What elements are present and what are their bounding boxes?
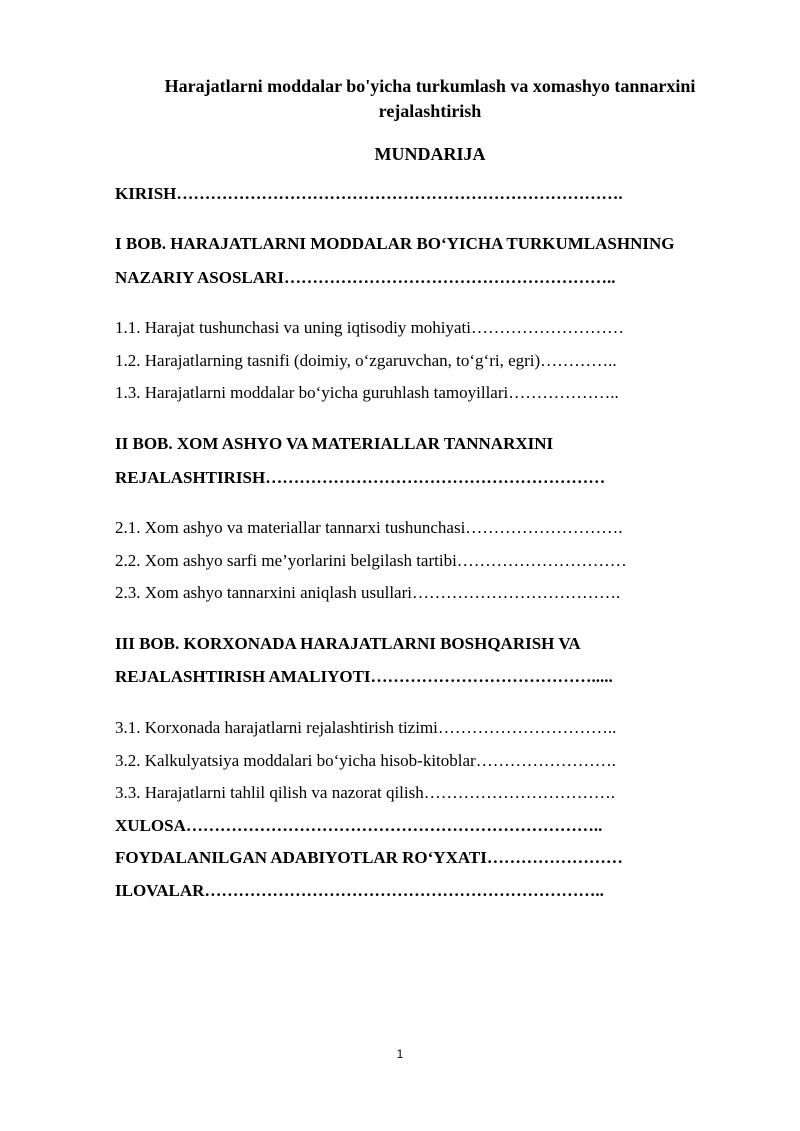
toc-chapter-1-line-1: I BOB. HARAJATLARNI MODDALAR BO‘YICHA TURKUMLASHNING	[115, 234, 675, 253]
toc-section-1-2: 1.2. Harajatlarning tasnifi (doimiy, o‘zgaruvchan, to‘g‘ri, egri)…………..	[115, 351, 617, 370]
toc-section-3-3: 3.3. Harajatlarni tahlil qilish va nazorat qilish…………………………….	[115, 783, 615, 802]
toc-chapter-3-line-1: III BOB. KORXONADA HARAJATLARNI BOSHQARISH VA	[115, 634, 581, 653]
document-title	[100, 74, 760, 124]
toc-entry-conclusion: XULOSA………………………………………………………………..	[115, 816, 603, 835]
toc-entry-appendices: ILOVALAR……………………………………………………………..	[115, 881, 604, 900]
toc-section-1-3: 1.3. Harajatlarni moddalar bo‘yicha guruhlash tamoyillari………………..	[115, 383, 619, 402]
document-title-line-2: rejalashtirish	[378, 101, 482, 121]
toc-chapter-2-line-1: II BOB. XOM ASHYO VA MATERIALLAR TANNARXINI	[115, 434, 554, 453]
toc-chapter-3-line-2: REJALASHTIRISH AMALIYOTI………………………………….....	[115, 667, 613, 686]
toc-chapter-1-line-2: NAZARIY ASOSLARI…………………………………………………..	[115, 268, 616, 287]
toc-entry-references: FOYDALANILGAN ADABIYOTLAR RO‘YXATI……………………	[115, 848, 623, 867]
toc-section-2-3: 2.3. Xom ashyo tannarxini aniqlash usullari……………………………….	[115, 583, 621, 602]
page-number: 1	[396, 1047, 404, 1061]
document-title-line-1: Harajatlarni moddalar bo'yicha turkumlash va xomashyo tannarxini	[164, 76, 696, 96]
toc-section-3-1: 3.1. Korxonada harajatlarni rejalashtirish tizimi…………………………..	[115, 718, 617, 737]
toc-heading: MUNDARIJA	[374, 144, 486, 164]
toc-chapter-2-line-2: REJALASHTIRISH……………………………………………………	[115, 468, 606, 487]
toc-section-2-2: 2.2. Xom ashyo sarfi me’yorlarini belgilash tartibi…………………………	[115, 551, 627, 570]
toc-section-1-1: 1.1. Harajat tushunchasi va uning iqtisodiy mohiyati………………………	[115, 318, 625, 337]
toc-entry-intro: KIRISH…………………………………………………………………….	[115, 184, 623, 203]
toc-section-2-1: 2.1. Xom ashyo va materiallar tannarxi tushunchasi……………………….	[115, 518, 623, 537]
toc-section-3-2: 3.2. Kalkulyatsiya moddalari bo‘yicha hisob-kitoblar…………………….	[115, 751, 616, 770]
